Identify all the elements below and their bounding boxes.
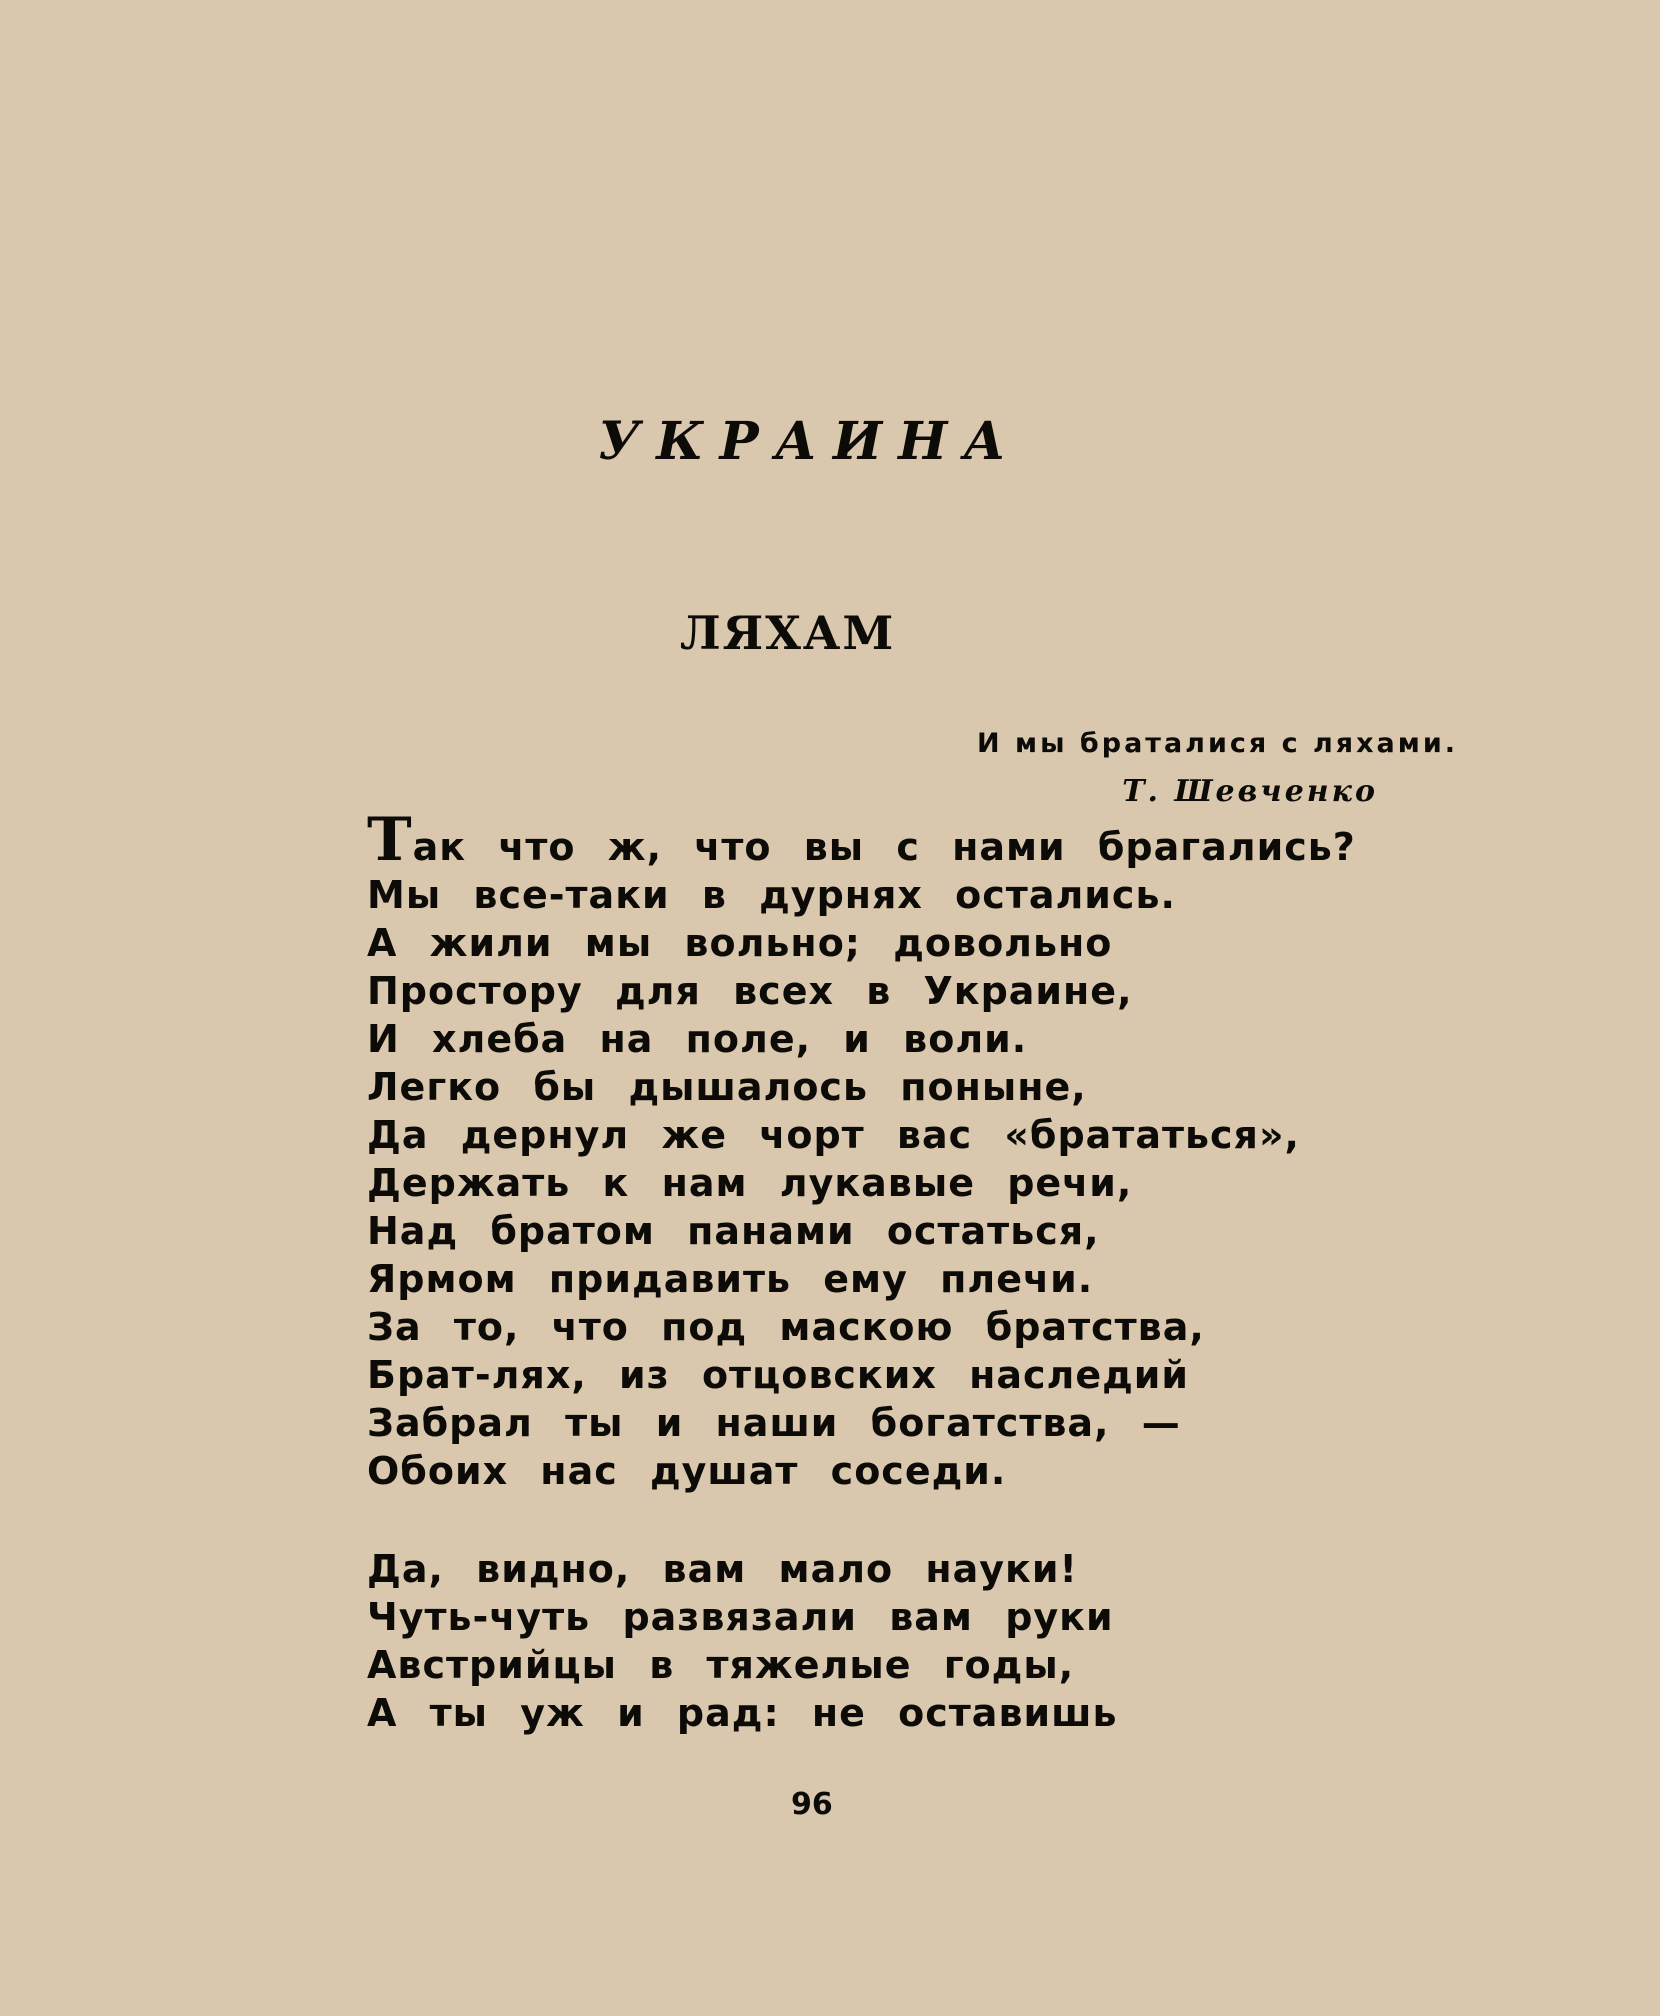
poem-line: Да, видно, вам мало науки! [367,1547,1078,1591]
poem-title: ЛЯХАМ [680,606,896,660]
epigraph [977,720,1458,816]
stanza-2 [367,1545,1356,1737]
page-number: 96 [791,1787,833,1822]
poem-line: Чуть-чуть развязали вам руки [367,1595,1114,1639]
section-title: УКРАИНА [598,411,1022,472]
poem-line: Держать к нам лукавые речи, [367,1161,1133,1205]
stanza-1 [367,805,1356,1495]
poem-body [367,805,1356,1787]
epigraph-author: Т. Шевченко [1122,774,1378,809]
poem-line: Австрийцы в тяжелые годы, [367,1643,1075,1687]
poem-line: А жили мы вольно; довольно [367,921,1113,965]
poem-line: Простору для всех в Украине, [367,969,1133,1013]
epigraph-text: И мы браталися с ляхами. [977,728,1458,759]
poem-line: И хлеба на поле, и воли. [367,1017,1028,1061]
poem-line: Обоих нас душат соседи. [367,1449,1007,1493]
poem-line: Над братом панами остаться, [367,1209,1100,1253]
poem-line: Брат-лях, из отцовских наследий [367,1353,1190,1397]
poem-line: А ты уж и рад: не оставишь [367,1691,1118,1735]
drop-cap: Т [367,805,413,875]
poem-line: Забрал ты и наши богатства, — [367,1401,1181,1445]
poem-line: За то, что под маскою братства, [367,1305,1205,1349]
poem-line: Легко бы дышалось поныне, [367,1065,1087,1109]
poem-line: Мы все-таки в дурнях остались. [367,873,1176,917]
poem-line-text: ак что ж, что вы с нами брагались? [412,825,1356,869]
poem-line: Ярмом придавить ему плечи. [367,1257,1094,1301]
poem-line: Да дернул же чорт вас «брататься», [367,1113,1300,1157]
poem-line [367,805,1356,875]
